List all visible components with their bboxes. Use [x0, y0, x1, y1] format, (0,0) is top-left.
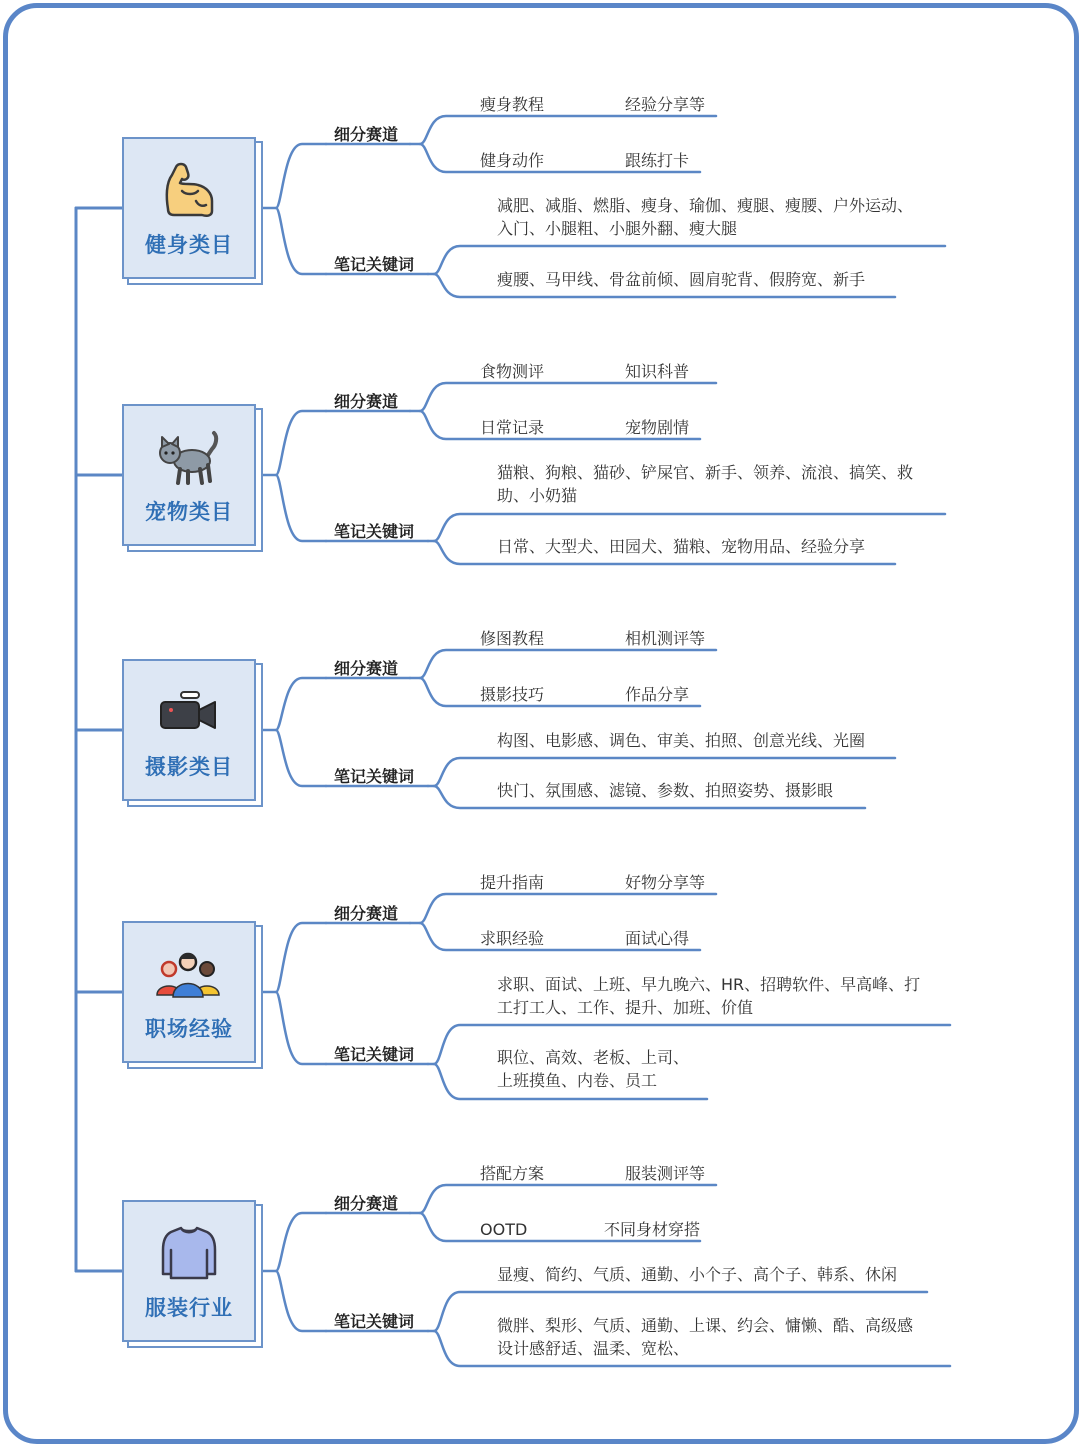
sub-track-label: 细分赛道 — [334, 904, 399, 923]
sub-track-item: 日常记录 — [480, 418, 545, 437]
category-title: 健身类目 — [145, 233, 233, 257]
keyword-text: 显瘦、简约、气质、通勤、小个子、高个子、韩系、休闲 — [497, 1265, 898, 1284]
branch-to-keyword-label — [276, 208, 326, 274]
category-card — [122, 404, 256, 546]
sub-track-item: 相机测评等 — [625, 629, 706, 648]
sub-track-item: 作品分享 — [625, 685, 690, 704]
sub-track-item: 瘦身教程 — [480, 95, 545, 114]
branch-to-keyword-label — [276, 992, 326, 1064]
sub-track-item: 好物分享等 — [625, 873, 706, 892]
category-card — [122, 921, 256, 1063]
keyword-text: 职位、高效、老板、上司、 — [497, 1048, 690, 1067]
sub-track-line — [410, 116, 716, 144]
keyword-text: 日常、大型犬、田园犬、猫粮、宠物用品、经验分享 — [497, 537, 866, 556]
sub-track-item: 食物测评 — [480, 362, 545, 381]
sub-track-item: 面试心得 — [625, 929, 690, 948]
people-group-icon — [124, 941, 254, 1007]
sub-track-item: 经验分享等 — [625, 95, 706, 114]
sub-track-label: 细分赛道 — [334, 1194, 399, 1213]
keyword-label: 笔记关键词 — [334, 1312, 415, 1331]
sub-track-item: 求职经验 — [480, 929, 545, 948]
sub-track-item: 摄影技巧 — [480, 685, 545, 704]
sub-track-item: 修图教程 — [480, 629, 545, 648]
keyword-text: 猫粮、狗粮、猫砂、铲屎官、新手、领养、流浪、搞笑、救 — [497, 463, 914, 482]
sub-track-item: 提升指南 — [480, 873, 545, 892]
sub-track-line — [410, 650, 716, 678]
sub-track-item: 服装测评等 — [625, 1164, 706, 1183]
keyword-text: 求职、面试、上班、早九晚六、HR、招聘软件、早高峰、打 — [497, 975, 921, 994]
keyword-text: 微胖、梨形、气质、通勤、上课、约会、慵懒、酷、高级感 — [497, 1316, 914, 1335]
keyword-label: 笔记关键词 — [334, 255, 415, 274]
sub-track-item: 知识科普 — [625, 362, 690, 381]
branch-to-sub-label — [258, 678, 326, 730]
category-title: 服装行业 — [145, 1296, 233, 1320]
branch-to-keyword-label — [276, 1271, 326, 1331]
sub-track-item: OOTD — [480, 1220, 528, 1239]
category-card — [122, 659, 256, 801]
sub-track-line — [410, 383, 716, 411]
category-title: 职场经验 — [145, 1017, 233, 1041]
branch-to-keyword-label — [276, 730, 326, 786]
cat-icon — [124, 424, 254, 490]
category-card — [122, 137, 256, 279]
keyword-label: 笔记关键词 — [334, 522, 415, 541]
keyword-label: 笔记关键词 — [334, 1045, 415, 1064]
keyword-text: 入门、小腿粗、小腿外翻、瘦大腿 — [497, 219, 738, 238]
keyword-label: 笔记关键词 — [334, 767, 415, 786]
category-title: 宠物类目 — [145, 500, 233, 524]
branch-to-sub-label — [258, 1213, 326, 1271]
sub-track-label: 细分赛道 — [334, 659, 399, 678]
sub-track-label: 细分赛道 — [334, 392, 399, 411]
sweater-icon — [124, 1220, 254, 1286]
video-camera-icon — [124, 679, 254, 745]
keyword-text: 瘦腰、马甲线、骨盆前倾、圆肩驼背、假胯宽、新手 — [497, 270, 866, 289]
sub-track-line — [410, 1185, 716, 1213]
branch-to-sub-label — [258, 411, 326, 475]
keyword-text: 助、小奶猫 — [497, 486, 578, 505]
category-title: 摄影类目 — [145, 755, 233, 779]
keyword-text: 减肥、减脂、燃脂、瘦身、瑜伽、瘦腿、瘦腰、户外运动、 — [497, 196, 914, 215]
branch-to-keyword-label — [276, 475, 326, 541]
category-card — [122, 1200, 256, 1342]
keyword-text: 工打工人、工作、提升、加班、价值 — [497, 998, 754, 1017]
sub-track-item: 搭配方案 — [480, 1164, 545, 1183]
keyword-text: 上班摸鱼、内卷、员工 — [497, 1071, 658, 1090]
sub-track-item: 不同身材穿搭 — [604, 1220, 701, 1239]
sub-track-item: 宠物剧情 — [625, 418, 690, 437]
sub-track-line — [410, 894, 716, 923]
flexed-arm-icon — [124, 157, 254, 223]
sub-track-label: 细分赛道 — [334, 125, 399, 144]
keyword-text: 设计感舒适、温柔、宽松、 — [497, 1339, 690, 1358]
sub-track-item: 健身动作 — [480, 151, 545, 170]
keyword-text: 构图、电影感、调色、审美、拍照、创意光线、光圈 — [497, 731, 866, 750]
branch-to-sub-label — [258, 144, 326, 208]
branch-to-sub-label — [258, 923, 326, 992]
sub-track-item: 跟练打卡 — [625, 151, 690, 170]
keyword-text: 快门、氛围感、滤镜、参数、拍照姿势、摄影眼 — [497, 781, 834, 800]
